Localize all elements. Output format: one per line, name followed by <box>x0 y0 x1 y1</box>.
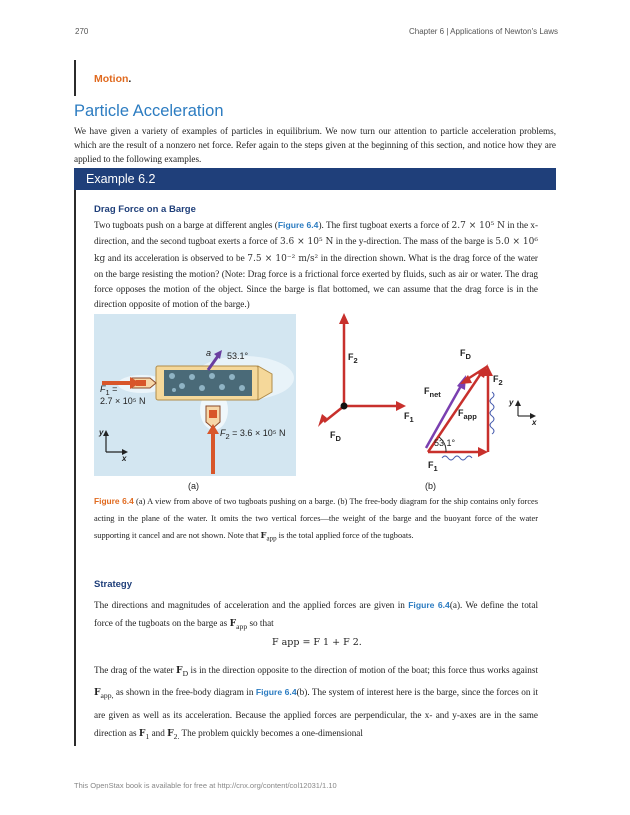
fb-fd-label: $F_D$ <box>330 430 341 443</box>
margin-rule <box>74 60 76 96</box>
strategy-paragraph-2: The drag of the water $F_D$ is in the direction opposite to the direction of motion of the boat; this force thus works against $F_{app,}$ as shown in the free-body diagram in Figure 6.4(b). The system of interest here is the barge, since the forces on it are given as well as its acceleration. Because the applied forces are perpendicular, the x- and y-axes are in the same direction as $F_1$ and $F_{2.}$ The problem quickly becomes a one-dimensional <box>94 665 539 741</box>
motion-label: Motion. <box>94 73 132 85</box>
angle-label-a: 53.1° <box>227 351 249 361</box>
axis-x-label-a: x <box>122 454 127 463</box>
section-title: Particle Acceleration <box>74 102 224 120</box>
fb-fd-triangle-label: $F_D$ <box>460 348 471 361</box>
axis-y-label-a: y <box>99 428 104 437</box>
fb-f2-label: $F_2$ <box>348 352 358 365</box>
figure-link[interactable]: Figure 6.4 <box>255 687 297 698</box>
example-margin-rule <box>74 190 76 746</box>
fb-f1-label: $F_1$ <box>404 411 414 424</box>
fb-f2-triangle-label: $F_2$ <box>493 374 503 387</box>
force-sum-equation: F app = F 1 + F 2. <box>272 637 362 648</box>
page-number: 270 <box>75 27 89 36</box>
axis-y-label-b: y <box>509 398 514 407</box>
strategy-paragraph-1: The directions and magnitudes of acceleration and the applied forces are given in Figure 6.4(a). We define the total force of the tugboats on the barge as $F_{app}$ so that <box>94 600 538 631</box>
axis-x-label-b: x <box>532 418 537 427</box>
figure-a-caption-letter: (a) <box>188 481 199 491</box>
tugboat-illustration <box>94 314 296 476</box>
f1-value: 2.7 × 10⁵ N <box>100 396 146 406</box>
figure-link[interactable]: Figure 6.4 <box>277 220 319 230</box>
chapter-header: Chapter 6 | Applications of Newton's Laws <box>408 27 558 36</box>
intro-paragraph: We have given a variety of examples of particles in equilibrium. We now turn our attention to particle acceleration problems, which are the result of a nonzero net force. Refer again to the steps given at the beginning of this section, and notice how they are applied to the following examples. <box>74 126 556 164</box>
fb-fnet-label: $F_{net}$ <box>424 386 441 399</box>
fb-f1-triangle-label: $F_1$ <box>428 460 438 473</box>
figure-a-tugboats <box>94 314 296 476</box>
fb-fapp-label: $F_{app}$ <box>458 408 477 421</box>
figure-b-caption-letter: (b) <box>425 481 436 491</box>
f1-label: $F_1$ = <box>100 384 118 397</box>
figure-caption: Figure 6.4 (a) A view from above of two tugboats pushing on a barge. (b) The free-body diagram for the ship contains only forces acting in the plane of the water. It omits the two vertical forces—the weight of the barge and the buoyant force of the water supporting it cancel and are not shown. Note that $F_{app}$ is the total applied force of the tugboats. <box>94 496 539 543</box>
page-footer: This OpenStax book is available for free at http://cnx.org/content/col12031/1.10 <box>74 781 337 790</box>
fb-angle-label: 53.1° <box>434 438 456 448</box>
accel-label: a <box>206 348 212 358</box>
example-subtitle: Drag Force on a Barge <box>94 204 196 215</box>
example-title: Example 6.2 <box>86 172 156 186</box>
strategy-heading: Strategy <box>94 579 133 590</box>
figure-link[interactable]: Figure 6.4 <box>408 600 450 610</box>
f2-label: $F_2 = 3.6 \times 10^5$ N <box>220 428 286 441</box>
figure-b-free-body <box>300 308 545 488</box>
example-problem-text: Two tugboats push on a barge at different angles (Figure 6.4). The first tugboat exerts a force of 2.7 × 10⁵ N in the x-direction, and the second tugboat exerts a force of 3.6 × 10⁵ N in the y-direction. The mass of the barge is 5.0 × 10⁶ kg and its acceleration is observed to be 7.5 × 10⁻² m/s² in the direction shown. What is the drag force of the water on the barge resisting the motion? (Note: Drag force is a frictional force exerted by fluids, such as air or water. The drag force opposes the motion of the object. Since the barge is flat bottomed, we can assume that the drag force is in the direction opposite of motion of the barge.) <box>94 220 539 310</box>
